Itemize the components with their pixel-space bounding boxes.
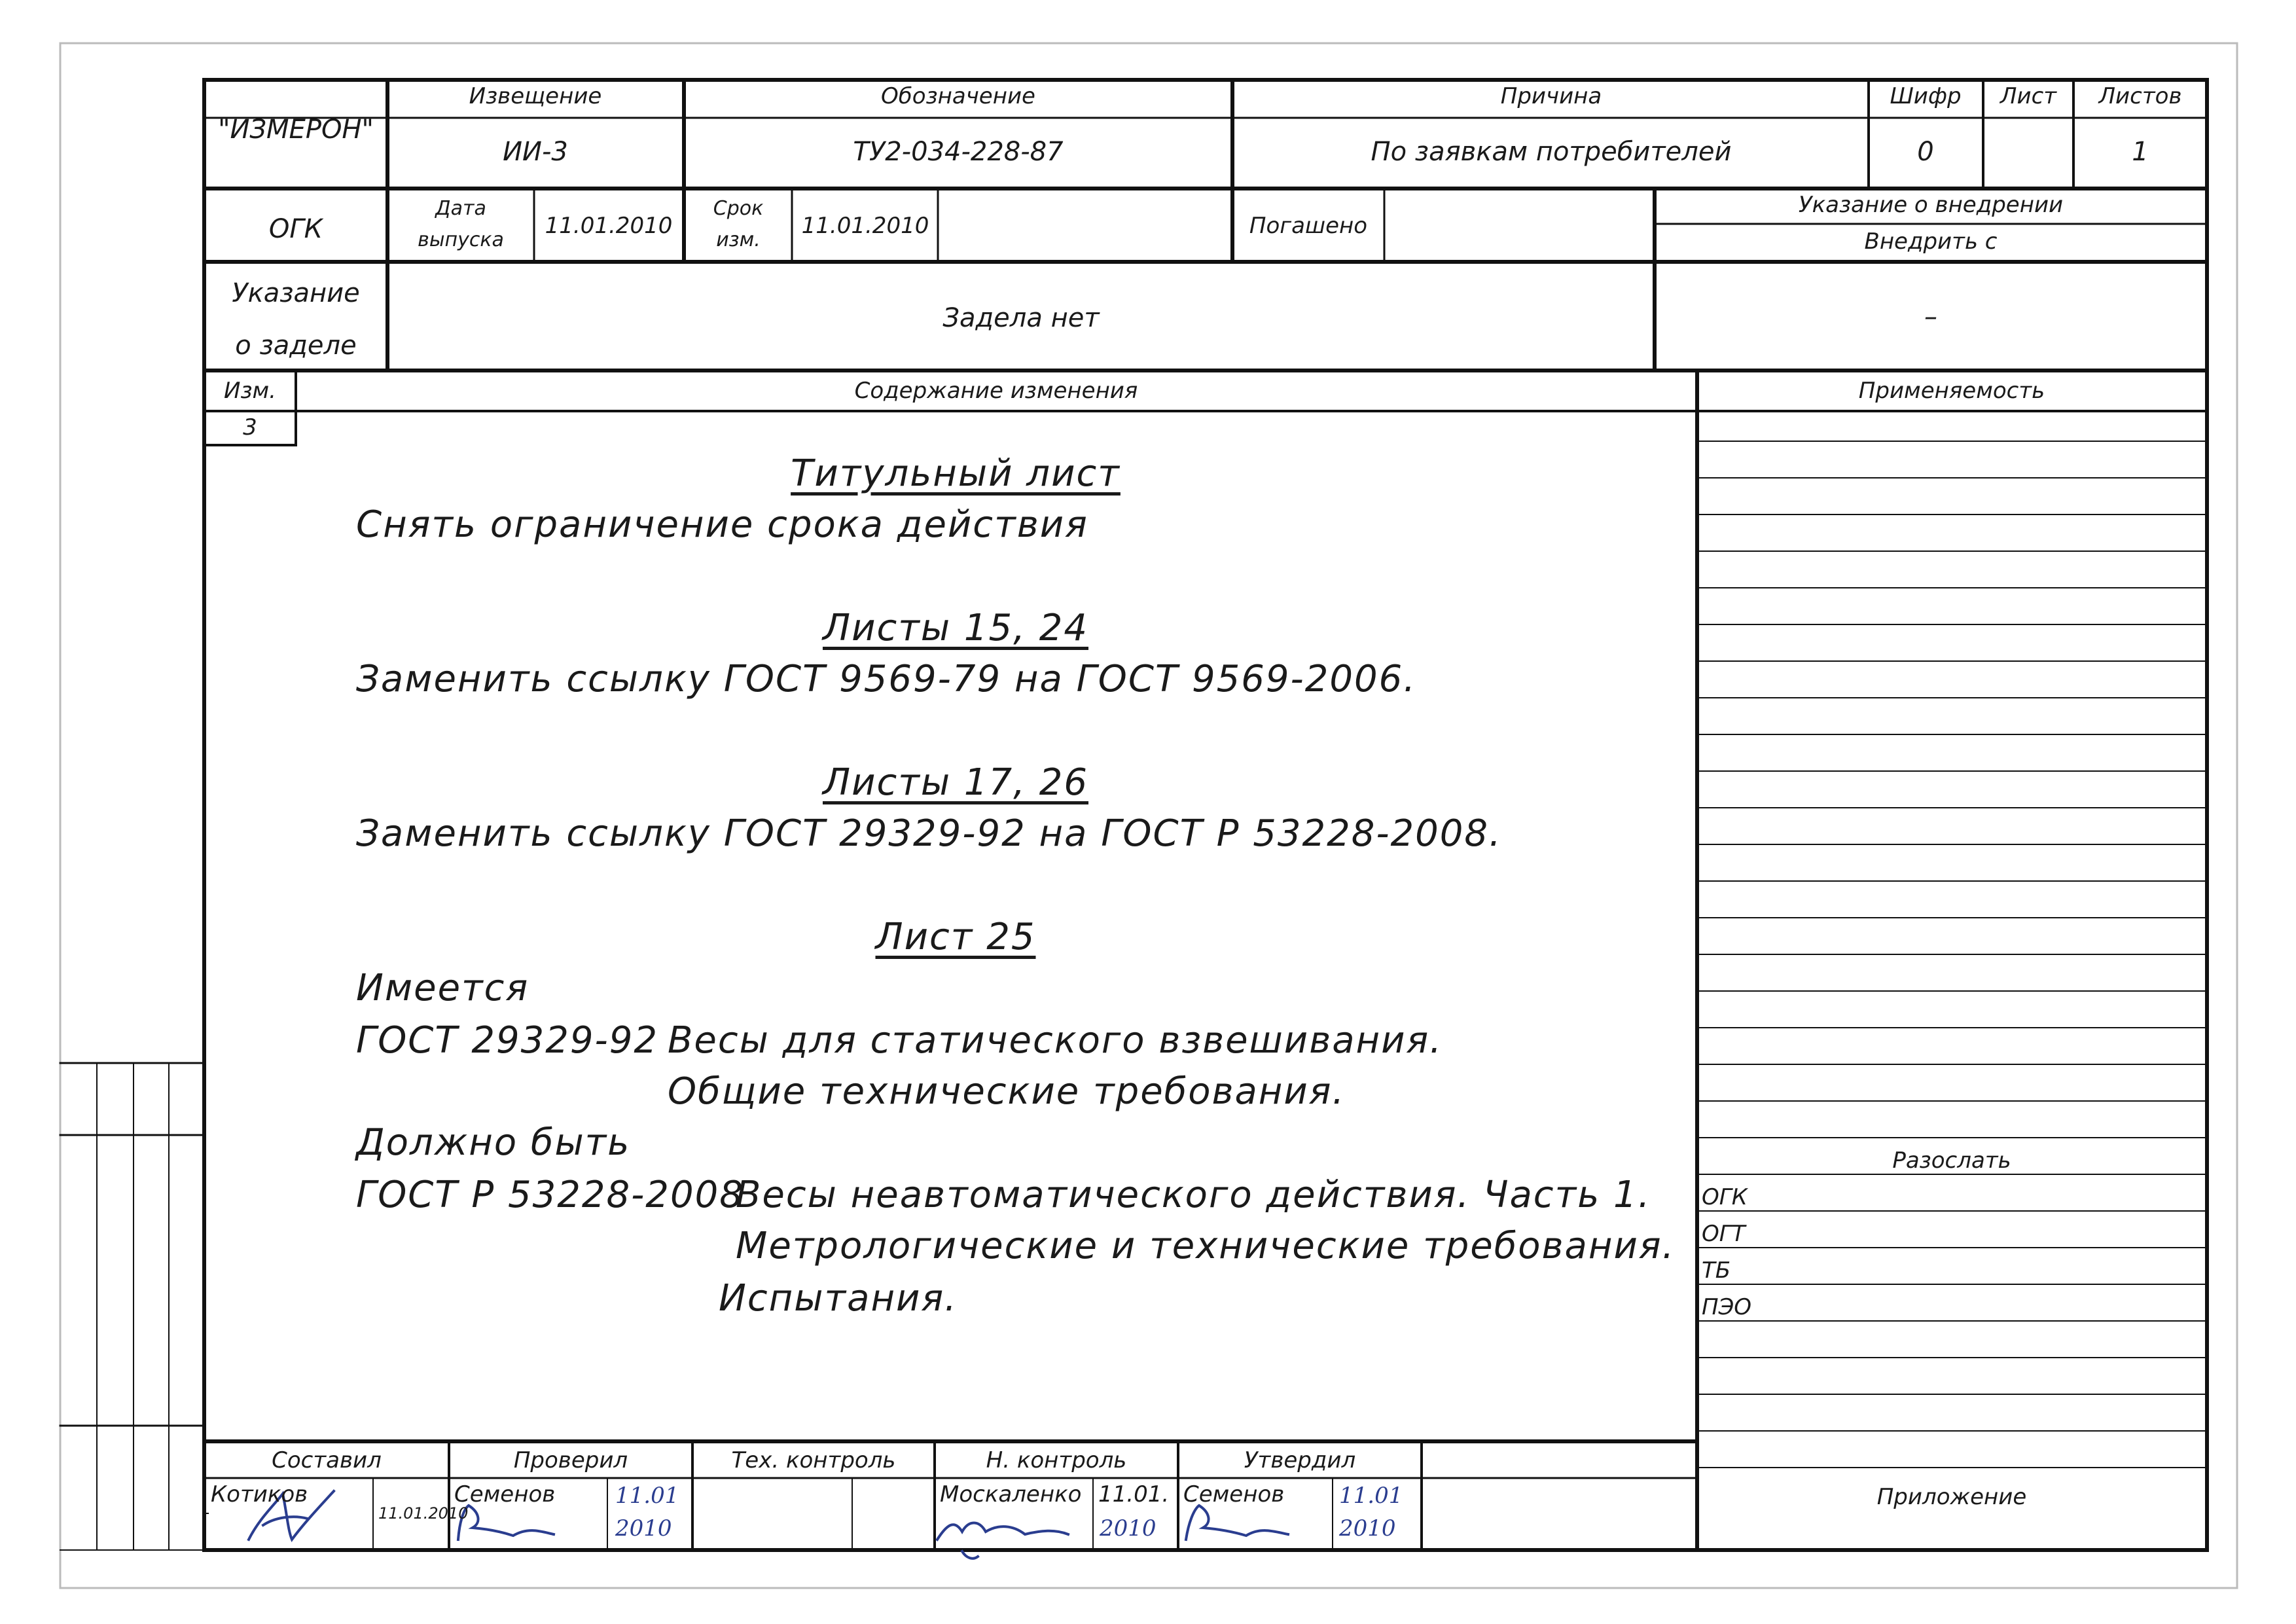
- norm-control-date-2: 2010: [1100, 1515, 1157, 1542]
- new-gost-code: ГОСТ Р 53228-2008: [356, 1174, 744, 1216]
- backlog-value: Задела нет: [942, 303, 1100, 333]
- backlog-label-2: о заделе: [235, 331, 357, 361]
- term-label-2: изм.: [716, 228, 761, 251]
- old-gost-title-2: Общие технические требования.: [668, 1070, 1346, 1113]
- checked-date-1: 11.01: [615, 1483, 679, 1509]
- distribution-item: ТБ: [1702, 1257, 1731, 1284]
- title-sheet-text: Снять ограничение срока действия: [356, 503, 1088, 546]
- sheets-value: 1: [2132, 137, 2149, 167]
- term-date: 11.01.2010: [801, 213, 929, 239]
- reason-value: По заявкам потребителей: [1371, 137, 1732, 167]
- applicability-label: Применяемость: [1858, 378, 2045, 404]
- change-no: 3: [243, 414, 257, 441]
- should-be-label: Должно быть: [356, 1121, 631, 1164]
- checked-label: Проверил: [513, 1447, 628, 1473]
- checked-name: Семенов: [454, 1481, 556, 1507]
- implement-from-value: –: [1924, 302, 1937, 332]
- reason-label: Причина: [1500, 83, 1602, 109]
- code-value: 0: [1917, 137, 1934, 167]
- cancelled-label: Погашено: [1249, 213, 1368, 239]
- content-label: Содержание изменения: [854, 378, 1138, 404]
- issue-date: 11.01.2010: [545, 213, 673, 239]
- designation-value: ТУ2-034-228-87: [853, 137, 1064, 167]
- tech-control-label: Тех. контроль: [731, 1447, 896, 1473]
- appendix-label: Приложение: [1876, 1484, 2027, 1510]
- approved-name: Семенов: [1183, 1481, 1285, 1507]
- distribution-item: ОГТ: [1702, 1221, 1746, 1247]
- distribution-item: ПЭО: [1702, 1294, 1752, 1320]
- backlog-label-1: Указание: [232, 278, 360, 308]
- term-label-1: Срок: [713, 197, 764, 220]
- distribution-item: ОГК: [1702, 1184, 1748, 1210]
- dept-label: ОГК: [268, 214, 323, 244]
- norm-control-label: Н. контроль: [986, 1447, 1127, 1473]
- sheets-label: Листов: [2098, 83, 2182, 109]
- new-gost-title-2: Метрологические и технические требования.: [736, 1225, 1676, 1267]
- compiled-label: Составил: [272, 1447, 382, 1473]
- approved-date-1: 11.01: [1339, 1483, 1403, 1509]
- sheets-15-24-text: Заменить ссылку ГОСТ 9569-79 на ГОСТ 9569-2006.: [356, 658, 1417, 700]
- new-gost-title-1: Весы неавтоматического действия. Часть 1.: [736, 1174, 1651, 1216]
- notice-value: ИИ-3: [503, 137, 568, 167]
- implement-from-label: Внедрить с: [1864, 228, 1998, 255]
- norm-control-date-1: 11.01.: [1098, 1481, 1170, 1507]
- norm-control-name: Москаленко: [940, 1481, 1082, 1507]
- old-gost-title-1: Весы для статического взвешивания.: [668, 1019, 1443, 1062]
- implementation-label: Указание о внедрении: [1798, 192, 2064, 218]
- distribution-label: Разослать: [1892, 1147, 2011, 1174]
- sheet-25-heading: Лист 25: [875, 916, 1036, 958]
- issue-date-label-1: Дата: [435, 197, 486, 220]
- title-sheet-heading: Титульный лист: [791, 452, 1121, 495]
- notice-label: Извещение: [469, 83, 602, 109]
- compiled-name: Котиков: [211, 1481, 308, 1507]
- code-label: Шифр: [1890, 83, 1962, 109]
- org-name: "ИЗМЕРОН": [218, 115, 374, 145]
- change-no-label: Изм.: [224, 378, 276, 404]
- sheets-17-26-heading: Листы 17, 26: [822, 761, 1089, 804]
- approved-date-2: 2010: [1339, 1515, 1396, 1542]
- designation-label: Обозначение: [881, 83, 1035, 109]
- approved-label: Утвердил: [1244, 1447, 1356, 1473]
- compiled-date: 11.01.2010: [378, 1504, 469, 1523]
- is-label: Имеется: [356, 967, 529, 1009]
- checked-date-2: 2010: [615, 1515, 672, 1542]
- new-gost-title-3: Испытания.: [719, 1277, 958, 1320]
- sheets-15-24-heading: Листы 15, 24: [822, 607, 1089, 649]
- sheet-label: Лист: [2000, 83, 2057, 109]
- sheets-17-26-text: Заменить ссылку ГОСТ 29329-92 на ГОСТ Р 53228-2008.: [356, 812, 1502, 855]
- issue-date-label-2: выпуска: [418, 228, 504, 251]
- old-gost-code: ГОСТ 29329-92: [356, 1019, 658, 1062]
